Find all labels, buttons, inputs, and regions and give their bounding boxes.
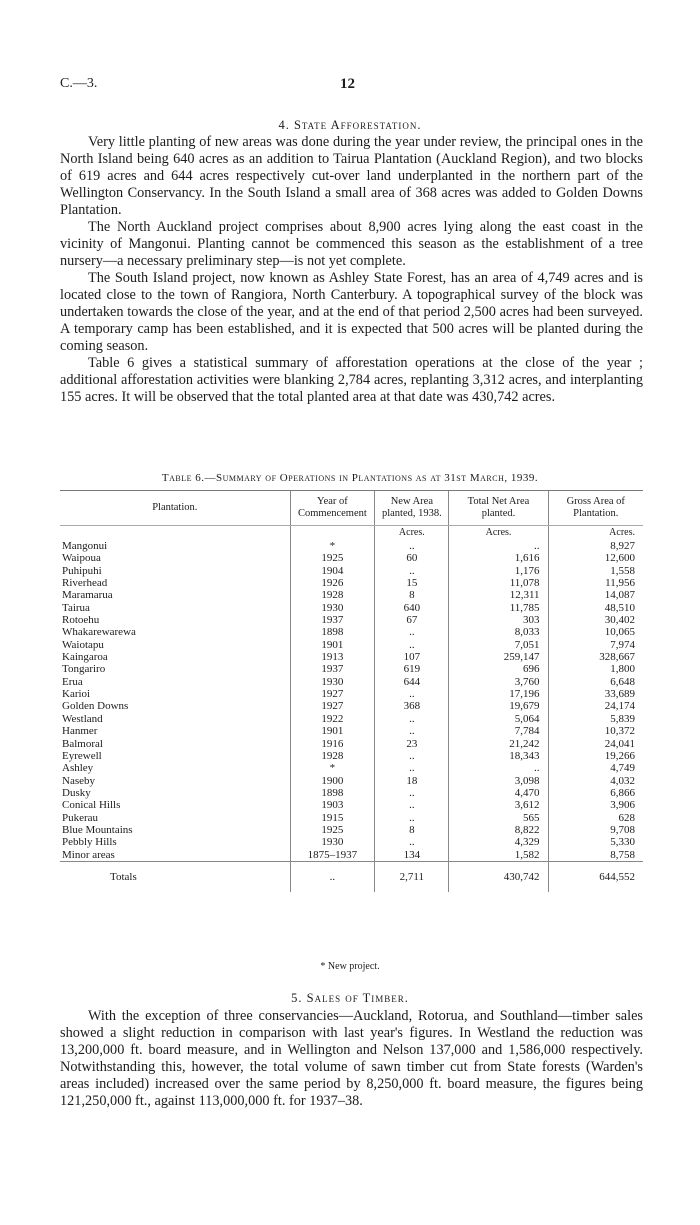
- table-row: [60, 812, 643, 824]
- net-area-cell: 303: [449, 614, 548, 626]
- net-area-cell: 7,051: [449, 639, 548, 651]
- net-area-cell: 4,470: [449, 787, 548, 799]
- header-net-area: Total Net Area planted.: [449, 491, 548, 526]
- year-cell: 1925: [290, 824, 375, 836]
- gross-area-cell: 12,600: [548, 552, 643, 564]
- year-cell: 1915: [290, 812, 375, 824]
- new-area-cell: ..: [375, 799, 449, 811]
- page-number: 12: [340, 76, 355, 92]
- year-cell: 1901: [290, 725, 375, 737]
- plantation-name-cell: Riverhead: [62, 577, 108, 590]
- units-cell: [60, 526, 290, 541]
- paragraph: Very little planting of new areas was done during the year under review, the principal ones in the North Island being 640 acres as an addition to Tairua Plantation (Auckland Region), and two blocks of 619 acres and 644 acres respectively cut-over land underplanted in the northern part of the Wellington Conservancy. In the South Island a small area of 368 acres was added to Golden Downs Plantation.: [60, 134, 643, 218]
- plantation-name-cell: Hanmer: [62, 725, 98, 738]
- gross-area-cell: 19,266: [548, 750, 643, 762]
- year-cell: *: [290, 540, 375, 552]
- totals-year-cell: ..: [290, 861, 375, 892]
- new-area-cell: ..: [375, 565, 449, 577]
- gross-area-cell: 24,174: [548, 700, 643, 712]
- year-cell: 1927: [290, 700, 375, 712]
- plantation-name-cell: Erua: [62, 675, 83, 688]
- plantation-name-cell: Westland: [62, 712, 103, 725]
- gross-area-cell: 11,956: [548, 577, 643, 589]
- plantation-name-cell: Karioi: [62, 688, 91, 701]
- net-area-cell: 1,582: [449, 849, 548, 862]
- table-row: [60, 589, 643, 601]
- new-area-cell: 134: [375, 849, 449, 862]
- gross-area-cell: 5,839: [548, 713, 643, 725]
- table-row: [60, 787, 643, 799]
- paragraph: Table 6 gives a statistical summary of afforestation operations at the close of the year ; additional afforestation activities were blanking 2,784 acres, replanting 3,312 acres, and interplanting 155 acres. It will be observed that the total planted area at that date was 430,742 acres.: [60, 355, 643, 405]
- table-row: [60, 614, 643, 626]
- table-row: [60, 626, 643, 638]
- net-area-cell: 17,196: [449, 688, 548, 700]
- new-area-cell: ..: [375, 725, 449, 737]
- year-cell: 1926: [290, 577, 375, 589]
- net-area-cell: 1,616: [449, 552, 548, 564]
- net-area-cell: 18,343: [449, 750, 548, 762]
- new-area-cell: ..: [375, 688, 449, 700]
- table-row: [60, 688, 643, 700]
- new-area-cell: ..: [375, 750, 449, 762]
- plantation-name-cell: Tongariro: [62, 663, 106, 676]
- table-row: [60, 762, 643, 774]
- paragraph: With the exception of three conservancies—Auckland, Rotorua, and Southland—timber sales showed a slight reduction in comparison with last year's figures. In Westland the reduction was 13,200,000 ft. board measure, and in Wellington and Nelson 137,000 and 1,586,000 respectively. Notwithstanding this, however, the total volume of sawn timber cut from State forests (Warden's areas included) increased over the same period by 8,250,000 ft. board measure, the figures being 121,250,000 ft., against 113,000,000 ft. for 1937–38.: [60, 1008, 643, 1109]
- header-year: Year of Commencement: [290, 491, 375, 526]
- totals-gross-area: 644,552: [548, 861, 643, 892]
- gross-area-cell: 48,510: [548, 602, 643, 614]
- new-area-cell: ..: [375, 639, 449, 651]
- plantation-name-cell: Minor areas: [62, 848, 115, 861]
- units-cell: [290, 526, 375, 541]
- gross-area-cell: 24,041: [548, 738, 643, 750]
- section-4-heading: 4. State Afforestation.: [278, 118, 422, 132]
- plantation-name-cell: Rotoehu: [62, 614, 100, 627]
- year-cell: 1930: [290, 676, 375, 688]
- units-cell: Acres.: [375, 526, 449, 541]
- new-area-cell: 8: [375, 589, 449, 601]
- plantation-name-cell: Maramarua: [62, 589, 113, 602]
- new-area-cell: 23: [375, 738, 449, 750]
- net-area-cell: 19,679: [449, 700, 548, 712]
- gross-area-cell: 10,065: [548, 626, 643, 638]
- year-cell: 1937: [290, 663, 375, 675]
- plantation-name-cell: Pukerau: [62, 811, 99, 824]
- new-area-cell: ..: [375, 540, 449, 552]
- table-body: [60, 526, 643, 892]
- table-row: [60, 552, 643, 564]
- units-row: [60, 526, 643, 541]
- new-area-cell: ..: [375, 787, 449, 799]
- new-area-cell: ..: [375, 762, 449, 774]
- new-area-cell: 107: [375, 651, 449, 663]
- net-area-cell: 259,147: [449, 651, 548, 663]
- year-cell: 1898: [290, 626, 375, 638]
- section-4-body: [60, 134, 643, 406]
- plantation-name-cell: Eyrewell: [62, 749, 102, 762]
- plantation-name-cell: Dusky: [62, 786, 91, 799]
- net-area-cell: 11,785: [449, 602, 548, 614]
- year-cell: 1875–1937: [290, 849, 375, 862]
- plantation-name-cell: Waiotapu: [62, 638, 104, 651]
- year-cell: 1916: [290, 738, 375, 750]
- year-cell: 1898: [290, 787, 375, 799]
- new-area-cell: ..: [375, 812, 449, 824]
- plantation-name-cell: Pebbly Hills: [62, 836, 117, 849]
- year-cell: 1937: [290, 614, 375, 626]
- totals-net-area: 430,742: [449, 861, 548, 892]
- table-row: [60, 713, 643, 725]
- paragraph: The North Auckland project comprises about 8,900 acres lying along the east coast in the vicinity of Mangonui. Planting cannot be commenced this season as the establishment of a tree nursery—a necessary preliminary step—is not yet complete.: [60, 219, 643, 269]
- gross-area-cell: 4,749: [548, 762, 643, 774]
- net-area-cell: 7,784: [449, 725, 548, 737]
- net-area-cell: 565: [449, 812, 548, 824]
- plantation-name-cell: Balmoral: [62, 737, 103, 750]
- year-cell: 1927: [290, 688, 375, 700]
- year-cell: *: [290, 762, 375, 774]
- table-row: [60, 700, 643, 712]
- table-header-row: [60, 491, 643, 526]
- table-row: [60, 565, 643, 577]
- plantation-name-cell: Puhipuhi: [62, 564, 102, 577]
- net-area-cell: 4,329: [449, 836, 548, 848]
- header-gross-area: Gross Area of Plantation.: [548, 491, 643, 526]
- table-row: [60, 836, 643, 848]
- plantation-name-cell: Mangonui: [62, 540, 108, 552]
- gross-area-cell: 8,927: [548, 540, 643, 552]
- gross-area-cell: 9,708: [548, 824, 643, 836]
- plantation-name-cell: Whakarewarewa: [62, 626, 136, 639]
- year-cell: 1913: [290, 651, 375, 663]
- new-area-cell: 640: [375, 602, 449, 614]
- section-5-heading: 5. Sales of Timber.: [291, 991, 409, 1005]
- table-row: [60, 738, 643, 750]
- gross-area-cell: 6,648: [548, 676, 643, 688]
- year-cell: 1904: [290, 565, 375, 577]
- gross-area-cell: 3,906: [548, 799, 643, 811]
- plantation-name-cell: Ashley: [62, 762, 94, 775]
- table-row: [60, 725, 643, 737]
- totals-row: [60, 861, 643, 892]
- plantation-name-cell: Naseby: [62, 774, 95, 787]
- net-area-cell: 11,078: [449, 577, 548, 589]
- paragraph: The South Island project, now known as Ashley State Forest, has an area of 4,749 acres and is located close to the town of Rangiora, North Canterbury. A topographical survey of the block was undertaken towards the close of the year, and at the end of that period 2,500 acres had been surveyed. A temporary camp has been established, and it is expected that 500 acres will be planted during the coming season.: [60, 270, 643, 354]
- gross-area-cell: 7,974: [548, 639, 643, 651]
- net-area-cell: 5,064: [449, 713, 548, 725]
- units-cell: Acres.: [548, 526, 643, 541]
- gross-area-cell: 6,866: [548, 787, 643, 799]
- plantation-name-cell: Conical Hills: [62, 799, 121, 812]
- net-area-cell: 3,612: [449, 799, 548, 811]
- table-row: [60, 602, 643, 614]
- table-row: [60, 750, 643, 762]
- new-area-cell: 8: [375, 824, 449, 836]
- table-row: [60, 775, 643, 787]
- section-5-body: [60, 1008, 643, 1110]
- plantation-name-cell: Blue Mountains: [62, 823, 133, 836]
- new-area-cell: 15: [375, 577, 449, 589]
- new-area-cell: 644: [375, 676, 449, 688]
- year-cell: 1901: [290, 639, 375, 651]
- year-cell: 1922: [290, 713, 375, 725]
- gross-area-cell: 1,800: [548, 663, 643, 675]
- new-area-cell: 18: [375, 775, 449, 787]
- net-area-cell: 1,176: [449, 565, 548, 577]
- gross-area-cell: 1,558: [548, 565, 643, 577]
- table-row: [60, 651, 643, 663]
- year-cell: 1900: [290, 775, 375, 787]
- totals-new-area: 2,711: [375, 861, 449, 892]
- year-cell: 1930: [290, 836, 375, 848]
- new-area-cell: 368: [375, 700, 449, 712]
- gross-area-cell: 10,372: [548, 725, 643, 737]
- new-area-cell: 60: [375, 552, 449, 564]
- net-area-cell: 3,760: [449, 676, 548, 688]
- net-area-cell: 8,822: [449, 824, 548, 836]
- plantation-summary-table: [60, 490, 643, 892]
- net-area-cell: 12,311: [449, 589, 548, 601]
- gross-area-cell: 628: [548, 812, 643, 824]
- table-footnote: * New project.: [320, 961, 380, 972]
- totals-label: Totals: [60, 861, 290, 892]
- table-row: [60, 799, 643, 811]
- gross-area-cell: 33,689: [548, 688, 643, 700]
- gross-area-cell: 5,330: [548, 836, 643, 848]
- net-area-cell: 21,242: [449, 738, 548, 750]
- year-cell: 1925: [290, 552, 375, 564]
- table-row: [60, 676, 643, 688]
- table-row: [60, 849, 643, 862]
- table-row: [60, 663, 643, 675]
- gross-area-cell: 4,032: [548, 775, 643, 787]
- table-row: [60, 639, 643, 651]
- new-area-cell: 67: [375, 614, 449, 626]
- year-cell: 1930: [290, 602, 375, 614]
- net-area-cell: 3,098: [449, 775, 548, 787]
- plantation-name-cell: Golden Downs: [62, 700, 129, 713]
- plantation-name-cell: Waipoua: [62, 552, 101, 565]
- header-new-area: New Area planted, 1938.: [375, 491, 449, 526]
- net-area-cell: 8,033: [449, 626, 548, 638]
- year-cell: 1903: [290, 799, 375, 811]
- table-row: [60, 577, 643, 589]
- gross-area-cell: 30,402: [548, 614, 643, 626]
- net-area-cell: ..: [449, 540, 548, 552]
- new-area-cell: ..: [375, 713, 449, 725]
- plantation-name-cell: Tairua: [62, 601, 90, 614]
- year-cell: 1928: [290, 589, 375, 601]
- units-cell: Acres.: [449, 526, 548, 541]
- gross-area-cell: 14,087: [548, 589, 643, 601]
- gross-area-cell: 8,758: [548, 849, 643, 862]
- new-area-cell: ..: [375, 836, 449, 848]
- header-plantation: Plantation.: [60, 491, 290, 526]
- plantation-name-cell: Kaingaroa: [62, 651, 108, 664]
- report-code: C.—3.: [60, 76, 98, 91]
- net-area-cell: ..: [449, 762, 548, 774]
- gross-area-cell: 328,667: [548, 651, 643, 663]
- new-area-cell: 619: [375, 663, 449, 675]
- net-area-cell: 696: [449, 663, 548, 675]
- year-cell: 1928: [290, 750, 375, 762]
- new-area-cell: ..: [375, 626, 449, 638]
- table-row: [60, 540, 643, 552]
- table-row: [60, 824, 643, 836]
- table-caption: Table 6.—Summary of Operations in Plantations as at 31st March, 1939.: [161, 472, 539, 484]
